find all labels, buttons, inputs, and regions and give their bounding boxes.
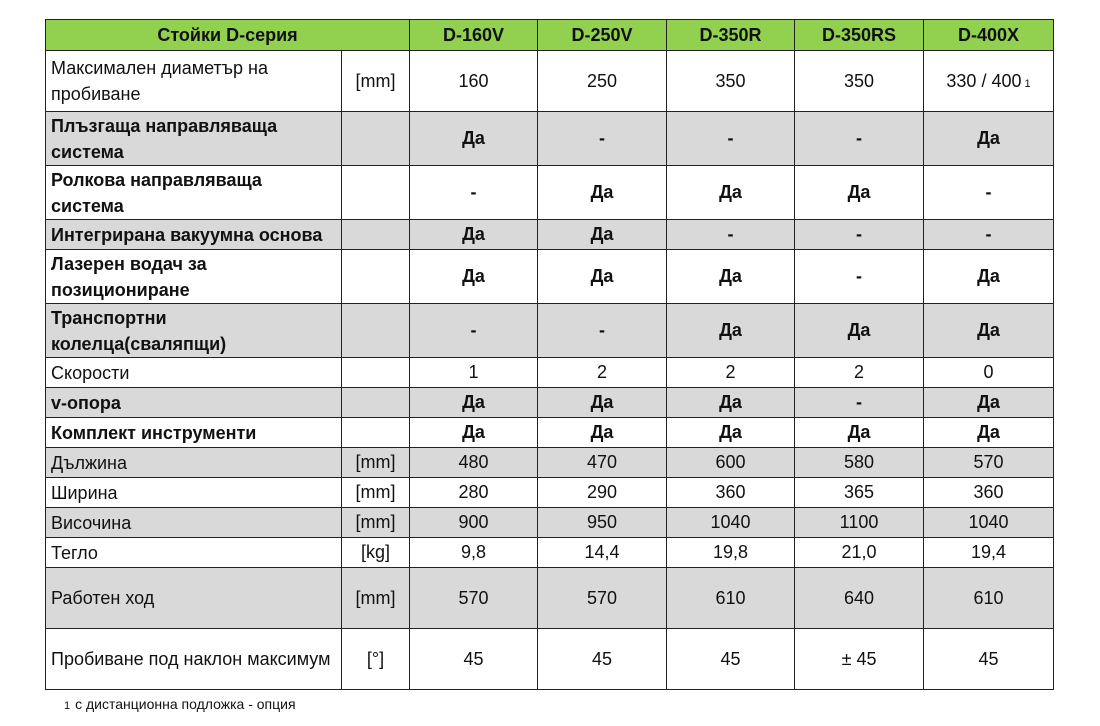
cell: 900 — [410, 508, 538, 538]
footnote-mark: 1 — [64, 700, 71, 712]
model-header: D-350RS — [795, 20, 924, 51]
cell: 280 — [410, 478, 538, 508]
cell: 19,4 — [924, 538, 1054, 568]
cell: Да — [667, 418, 795, 448]
cell: 2 — [538, 358, 667, 388]
table-row — [46, 220, 1054, 250]
cell: 250 — [538, 51, 667, 112]
cell: Да — [410, 250, 538, 304]
cell: Да — [667, 166, 795, 220]
cell: Да — [924, 250, 1054, 304]
cell-with-note — [924, 51, 1054, 112]
cell: 610 — [667, 568, 795, 629]
row-label: Височина — [46, 508, 342, 538]
row-label: Пробиване под наклон максимум — [46, 629, 342, 690]
cell: - — [795, 220, 924, 250]
cell-value: 330 / 400 — [946, 70, 1022, 91]
row-unit: [mm] — [342, 51, 410, 112]
footnote-ref: 1 — [1024, 77, 1031, 90]
model-header: D-160V — [410, 20, 538, 51]
row-unit — [342, 358, 410, 388]
table-row — [46, 304, 1054, 358]
cell: 350 — [795, 51, 924, 112]
cell: ± 45 — [795, 629, 924, 690]
cell: - — [410, 166, 538, 220]
table-row — [46, 166, 1054, 220]
table-row — [46, 508, 1054, 538]
cell: 2 — [667, 358, 795, 388]
row-label: Комплект инструменти — [46, 418, 342, 448]
row-unit: [mm] — [342, 508, 410, 538]
row-unit: [°] — [342, 629, 410, 690]
row-label: v-опора — [46, 388, 342, 418]
row-unit — [342, 250, 410, 304]
cell: Да — [538, 388, 667, 418]
cell: 950 — [538, 508, 667, 538]
table-row — [46, 112, 1054, 166]
cell: 9,8 — [410, 538, 538, 568]
cell: 160 — [410, 51, 538, 112]
cell: 365 — [795, 478, 924, 508]
row-label: Ролкова направляваща система — [46, 166, 342, 220]
cell: - — [795, 388, 924, 418]
cell: Да — [667, 388, 795, 418]
table-row — [46, 51, 1054, 112]
cell: 580 — [795, 448, 924, 478]
row-unit — [342, 388, 410, 418]
cell: Да — [410, 112, 538, 166]
cell: Да — [924, 388, 1054, 418]
table-row — [46, 358, 1054, 388]
cell: Да — [538, 166, 667, 220]
row-label: Плъзгаща направляваща система — [46, 112, 342, 166]
cell: - — [924, 166, 1054, 220]
row-unit — [342, 220, 410, 250]
cell: Да — [538, 250, 667, 304]
cell: 470 — [538, 448, 667, 478]
cell: Да — [410, 418, 538, 448]
cell: - — [538, 112, 667, 166]
cell: 290 — [538, 478, 667, 508]
table-row — [46, 538, 1054, 568]
cell: Да — [795, 418, 924, 448]
table-row — [46, 418, 1054, 448]
row-label: Дължина — [46, 448, 342, 478]
cell: Да — [538, 418, 667, 448]
table-title: Стойки D-серия — [46, 20, 410, 51]
table-row — [46, 478, 1054, 508]
cell: Да — [795, 304, 924, 358]
row-unit — [342, 112, 410, 166]
cell: 360 — [667, 478, 795, 508]
cell: Да — [924, 304, 1054, 358]
cell: Да — [538, 220, 667, 250]
cell: 14,4 — [538, 538, 667, 568]
row-label: Тегло — [46, 538, 342, 568]
model-header: D-400X — [924, 20, 1054, 51]
cell: 640 — [795, 568, 924, 629]
cell: Да — [924, 112, 1054, 166]
cell: 570 — [924, 448, 1054, 478]
cell: - — [924, 220, 1054, 250]
table-row — [46, 568, 1054, 629]
cell: - — [795, 250, 924, 304]
cell: - — [795, 112, 924, 166]
row-unit: [mm] — [342, 448, 410, 478]
cell: 45 — [410, 629, 538, 690]
table-row — [46, 629, 1054, 690]
cell: - — [410, 304, 538, 358]
table-row — [46, 448, 1054, 478]
row-label: Работен ход — [46, 568, 342, 629]
spec-table — [45, 19, 1054, 690]
cell: 480 — [410, 448, 538, 478]
cell: 1100 — [795, 508, 924, 538]
cell: Да — [410, 388, 538, 418]
cell: 45 — [538, 629, 667, 690]
footnote — [64, 696, 296, 712]
row-label: Максимален диаметър на пробиване — [46, 51, 342, 112]
cell: 1 — [410, 358, 538, 388]
cell: 45 — [924, 629, 1054, 690]
row-unit: [mm] — [342, 478, 410, 508]
header-row — [46, 20, 1054, 51]
cell: 570 — [538, 568, 667, 629]
footnote-text: с дистанционна подложка - опция — [75, 696, 296, 712]
cell: 570 — [410, 568, 538, 629]
cell: Да — [667, 250, 795, 304]
cell: Да — [924, 418, 1054, 448]
cell: 21,0 — [795, 538, 924, 568]
cell: Да — [795, 166, 924, 220]
row-unit — [342, 418, 410, 448]
table-row — [46, 250, 1054, 304]
cell: 45 — [667, 629, 795, 690]
cell: 0 — [924, 358, 1054, 388]
row-label: Интегрирана вакуумна основа — [46, 220, 342, 250]
row-unit: [kg] — [342, 538, 410, 568]
cell: - — [538, 304, 667, 358]
cell: 610 — [924, 568, 1054, 629]
cell: 600 — [667, 448, 795, 478]
row-label: Транспортни колелца(сваляпщи) — [46, 304, 342, 358]
cell: 1040 — [924, 508, 1054, 538]
cell: 360 — [924, 478, 1054, 508]
cell: Да — [410, 220, 538, 250]
row-label: Лазерен водач за позициониране — [46, 250, 342, 304]
row-label: Скорости — [46, 358, 342, 388]
model-header: D-350R — [667, 20, 795, 51]
cell: 19,8 — [667, 538, 795, 568]
cell: 1040 — [667, 508, 795, 538]
table-row — [46, 388, 1054, 418]
cell: 2 — [795, 358, 924, 388]
row-unit: [mm] — [342, 568, 410, 629]
row-unit — [342, 166, 410, 220]
row-unit — [342, 304, 410, 358]
model-header: D-250V — [538, 20, 667, 51]
cell: - — [667, 220, 795, 250]
cell: Да — [667, 304, 795, 358]
cell: 350 — [667, 51, 795, 112]
row-label: Ширина — [46, 478, 342, 508]
cell: - — [667, 112, 795, 166]
